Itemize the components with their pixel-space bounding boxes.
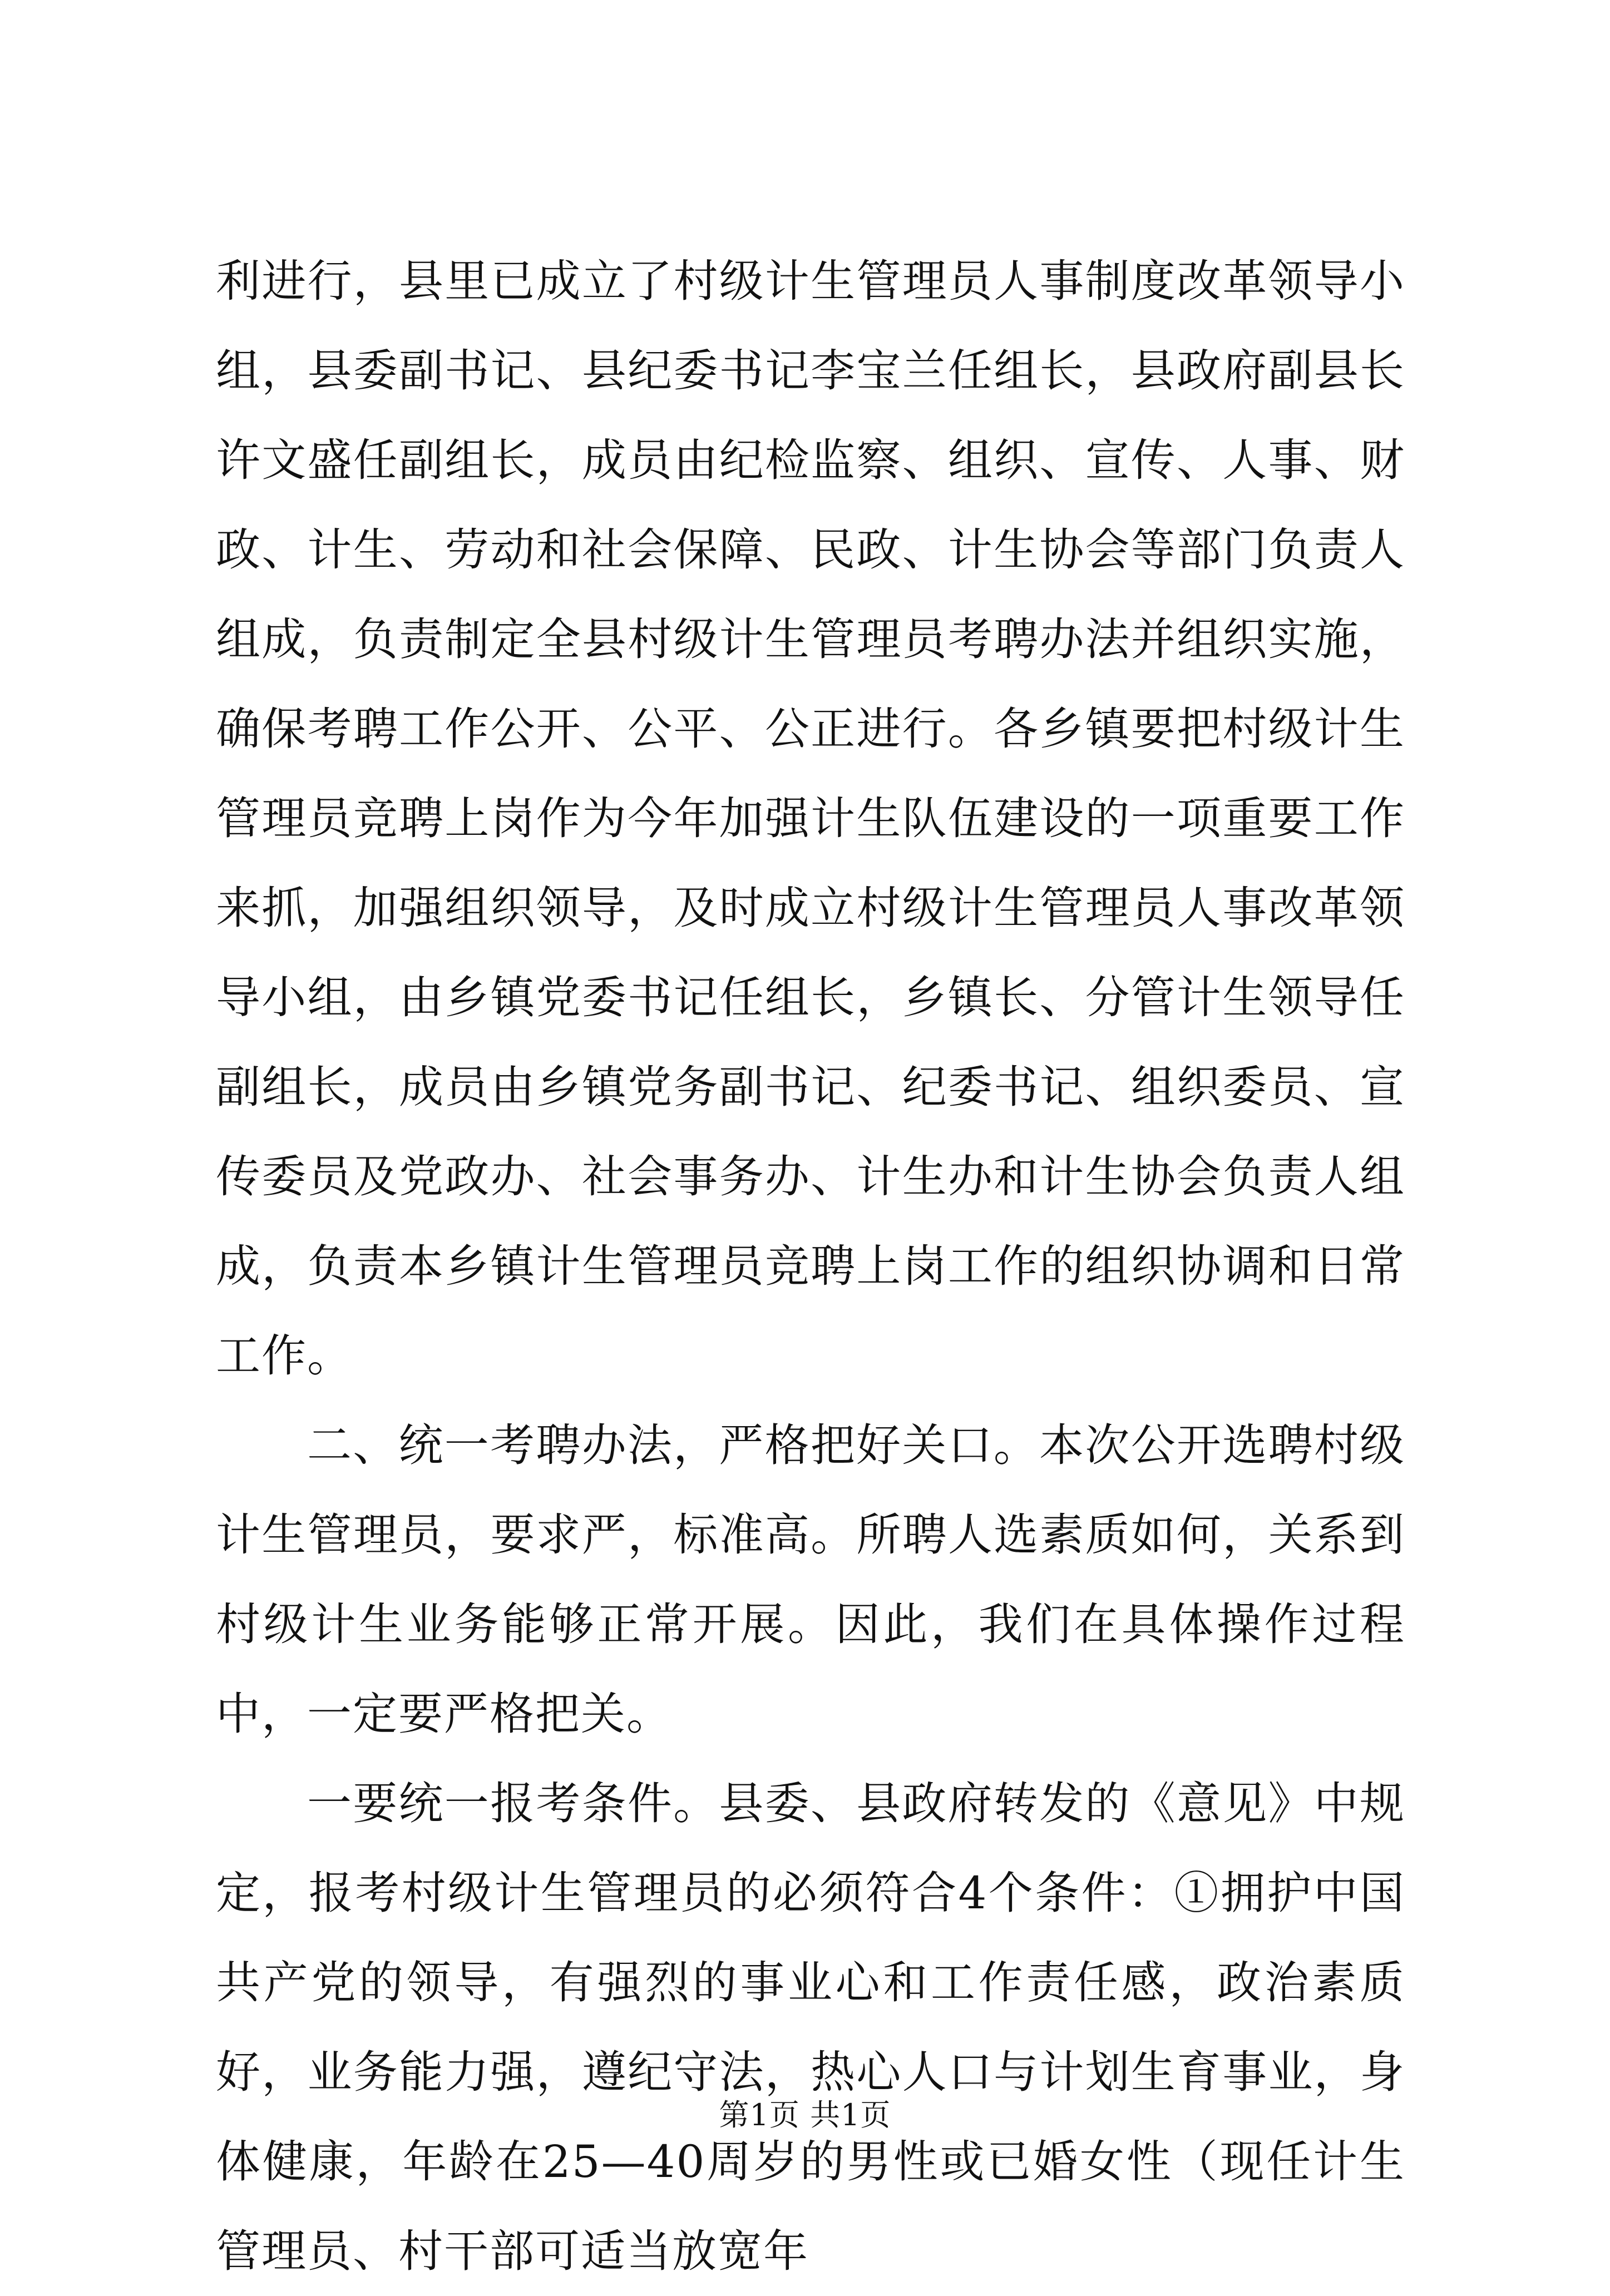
paragraph-requirements: 一要统一报考条件。县委、县政府转发的《意见》中规定，报考村级计生管理员的必须符合4个条件：①拥护中国共产党的领导，有强烈的事业心和工作责任感，政治素质好，业务能力强，遵纪守法，热心人口与计划生育事业，身体健康，年龄在25—40周岁的男性或已婚女性（现任计生管理员、村干部可适当放宽年 xyxy=(216,1778,1405,2277)
paragraph-continuation: 利进行，县里已成立了村级计生管理员人事制度改革领导小组，县委副书记、县纪委书记李宝兰任组长，县政府副县长许文盛任副组长，成员由纪检监察、组织、宣传、人事、财政、计生、劳动和社会保障、民政、计生协会等部门负责人组成，负责制定全县村级计生管理员考聘办法并组织实施，确保考聘工作公开、公平、公正进行。各乡镇要把村级计生管理员竞聘上岗作为今年加强计生队伍建设的一项重要工作来抓，加强组织领导，及时成立村级计生管理员人事改革领导小组，由乡镇党委书记任组长，乡镇长、分管计生领导任副组长，成员由乡镇党务副书记、纪委书记、组织委员、宣传委员及党政办、社会事务办、计生办和计生协会负责人组成，负责本乡镇计生管理员竞聘上岗工作的组织协调和日常工作。 xyxy=(216,255,1405,1382)
document-body xyxy=(216,236,1405,2296)
page-footer: 第1页 共1页 xyxy=(719,2097,891,2132)
paragraph-section-two: 二、统一考聘办法，严格把好关口。本次公开选聘村级计生管理员，要求严，标准高。所聘人选素质如何，关系到村级计生业务能够正常开展。因此，我们在具体操作过程中，一定要严格把关。 xyxy=(216,1419,1405,1740)
